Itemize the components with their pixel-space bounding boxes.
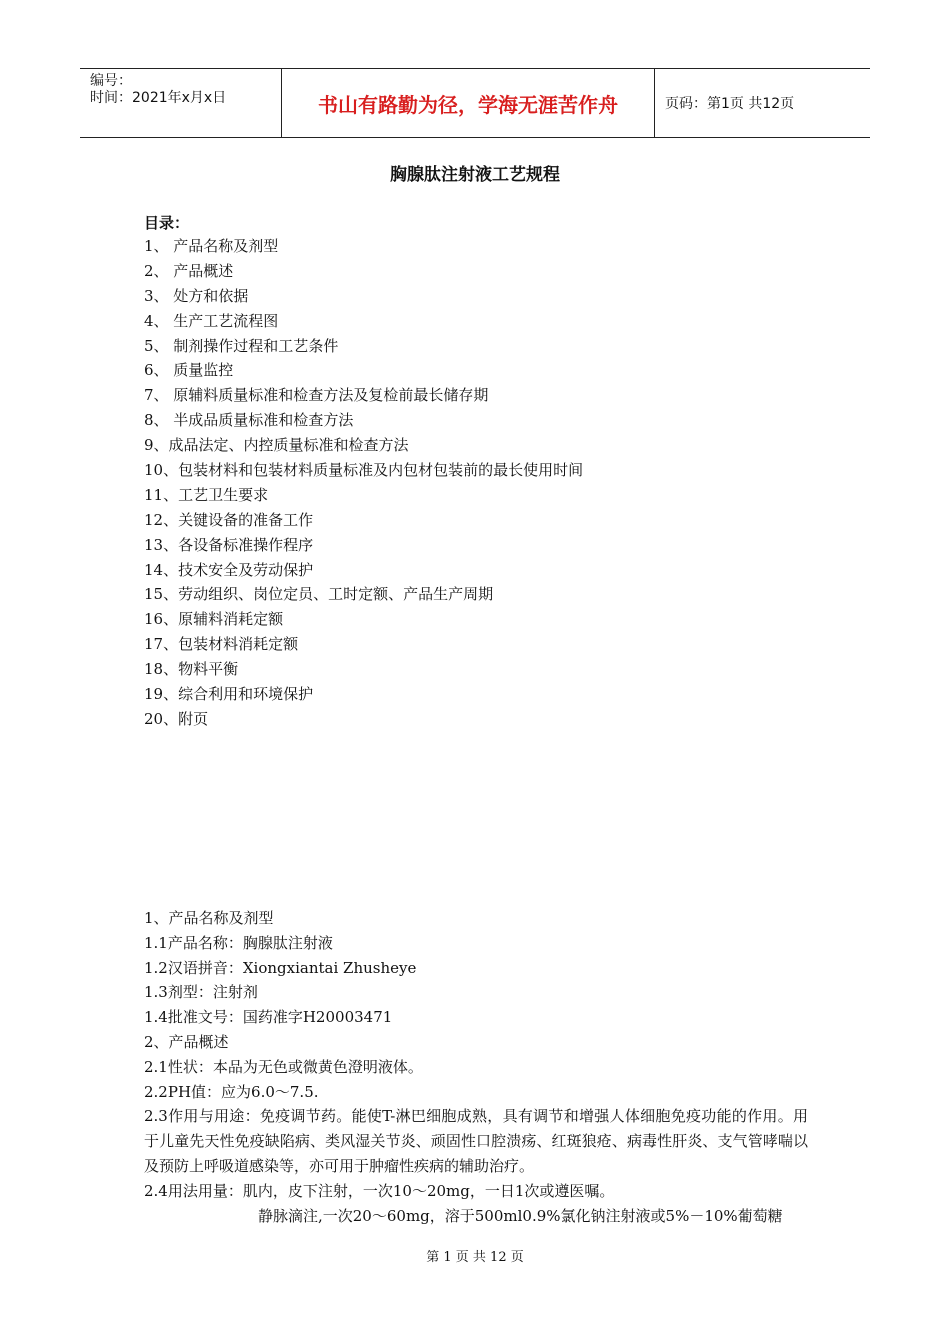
approval-number: 1.4批准文号：国药准字H20003471	[144, 1008, 393, 1027]
toc-item: 8、 半成品质量标准和检查方法	[144, 411, 354, 430]
section-heading: 2、产品概述	[144, 1032, 229, 1051]
time-label: 时间：2021年x月x日	[90, 90, 227, 106]
dosage-paragraph: 2.4用法用量：肌内，皮下注射，一次10～20mg，一日1次或遵医嘱。	[144, 1181, 615, 1200]
toc-item: 15、劳动组织、岗位定员、工时定额、产品生产周期	[144, 585, 494, 604]
toc-item: 3、 处方和依据	[144, 286, 249, 305]
toc-item: 20、附页	[144, 709, 209, 728]
page-header	[80, 68, 870, 138]
header-motto: 书山有路勤为径，学海无涯苦作舟	[282, 69, 655, 137]
toc-item: 12、关键设备的准备工作	[144, 510, 314, 529]
ph-value: 2.2PH值：应为6.0～7.5.	[144, 1082, 319, 1101]
toc-item: 16、原辅料消耗定额	[144, 610, 284, 629]
toc-item: 5、 制剂操作过程和工艺条件	[144, 336, 339, 355]
page-footer: 第 1 页 共 12 页	[426, 1250, 524, 1265]
toc-heading: 目录：	[144, 214, 190, 232]
dosage-iv-paragraph: 静脉滴注,一次20～60mg，溶于500ml0.9%氯化钠注射液或5%－10%葡萄糖	[258, 1206, 783, 1225]
toc-item: 11、工艺卫生要求	[144, 485, 269, 504]
section-heading: 1、产品名称及剂型	[144, 909, 274, 927]
toc-item: 14、技术安全及劳动保护	[144, 560, 314, 579]
header-meta	[80, 69, 282, 137]
toc-item: 9、成品法定、内控质量标准和检查方法	[144, 436, 409, 455]
document-title: 胸腺肽注射液工艺规程	[390, 165, 560, 185]
toc-item: 7、 原辅料质量标准和检查方法及复检前最长储存期	[144, 386, 489, 405]
toc-item: 4、 生产工艺流程图	[144, 311, 279, 330]
toc-item: 2、 产品概述	[144, 261, 234, 280]
toc-item: 1、 产品名称及剂型	[144, 237, 279, 255]
toc-item: 18、物料平衡	[144, 660, 239, 679]
indications-paragraph: 2.3作用与用途：免疫调节药。能使T-淋巴细胞成熟，具有调节和增强人体细胞免疫功能的作用。用于儿童先天性免疫缺陷病、类风湿关节炎、顽固性口腔溃疡、红斑狼疮、病毒性肝炎、支气管哮喘以及预防上呼吸道感染等，亦可用于肿瘤性疾病的辅助治疗。	[144, 1107, 808, 1175]
toc-item: 13、各设备标准操作程序	[144, 535, 314, 554]
pinyin-name: 1.2汉语拼音：Xiongxiantai Zhusheye	[144, 958, 417, 977]
toc-item: 19、综合利用和环境保护	[144, 685, 314, 704]
product-name: 1.1产品名称：胸腺肽注射液	[144, 933, 333, 952]
document-body	[144, 906, 814, 1228]
toc-item: 6、 质量监控	[144, 361, 234, 380]
appearance: 2.1性状：本品为无色或微黄色澄明液体。	[144, 1057, 423, 1076]
table-of-contents	[144, 234, 583, 732]
header-page-info: 页码：第1页 共12页	[665, 96, 795, 112]
code-label: 编号：	[90, 73, 132, 89]
toc-item: 10、包装材料和包装材料质量标准及内包材包装前的最长使用时间	[144, 461, 584, 480]
toc-item: 17、包装材料消耗定额	[144, 635, 299, 654]
dosage-form: 1.3剂型：注射剂	[144, 983, 258, 1002]
